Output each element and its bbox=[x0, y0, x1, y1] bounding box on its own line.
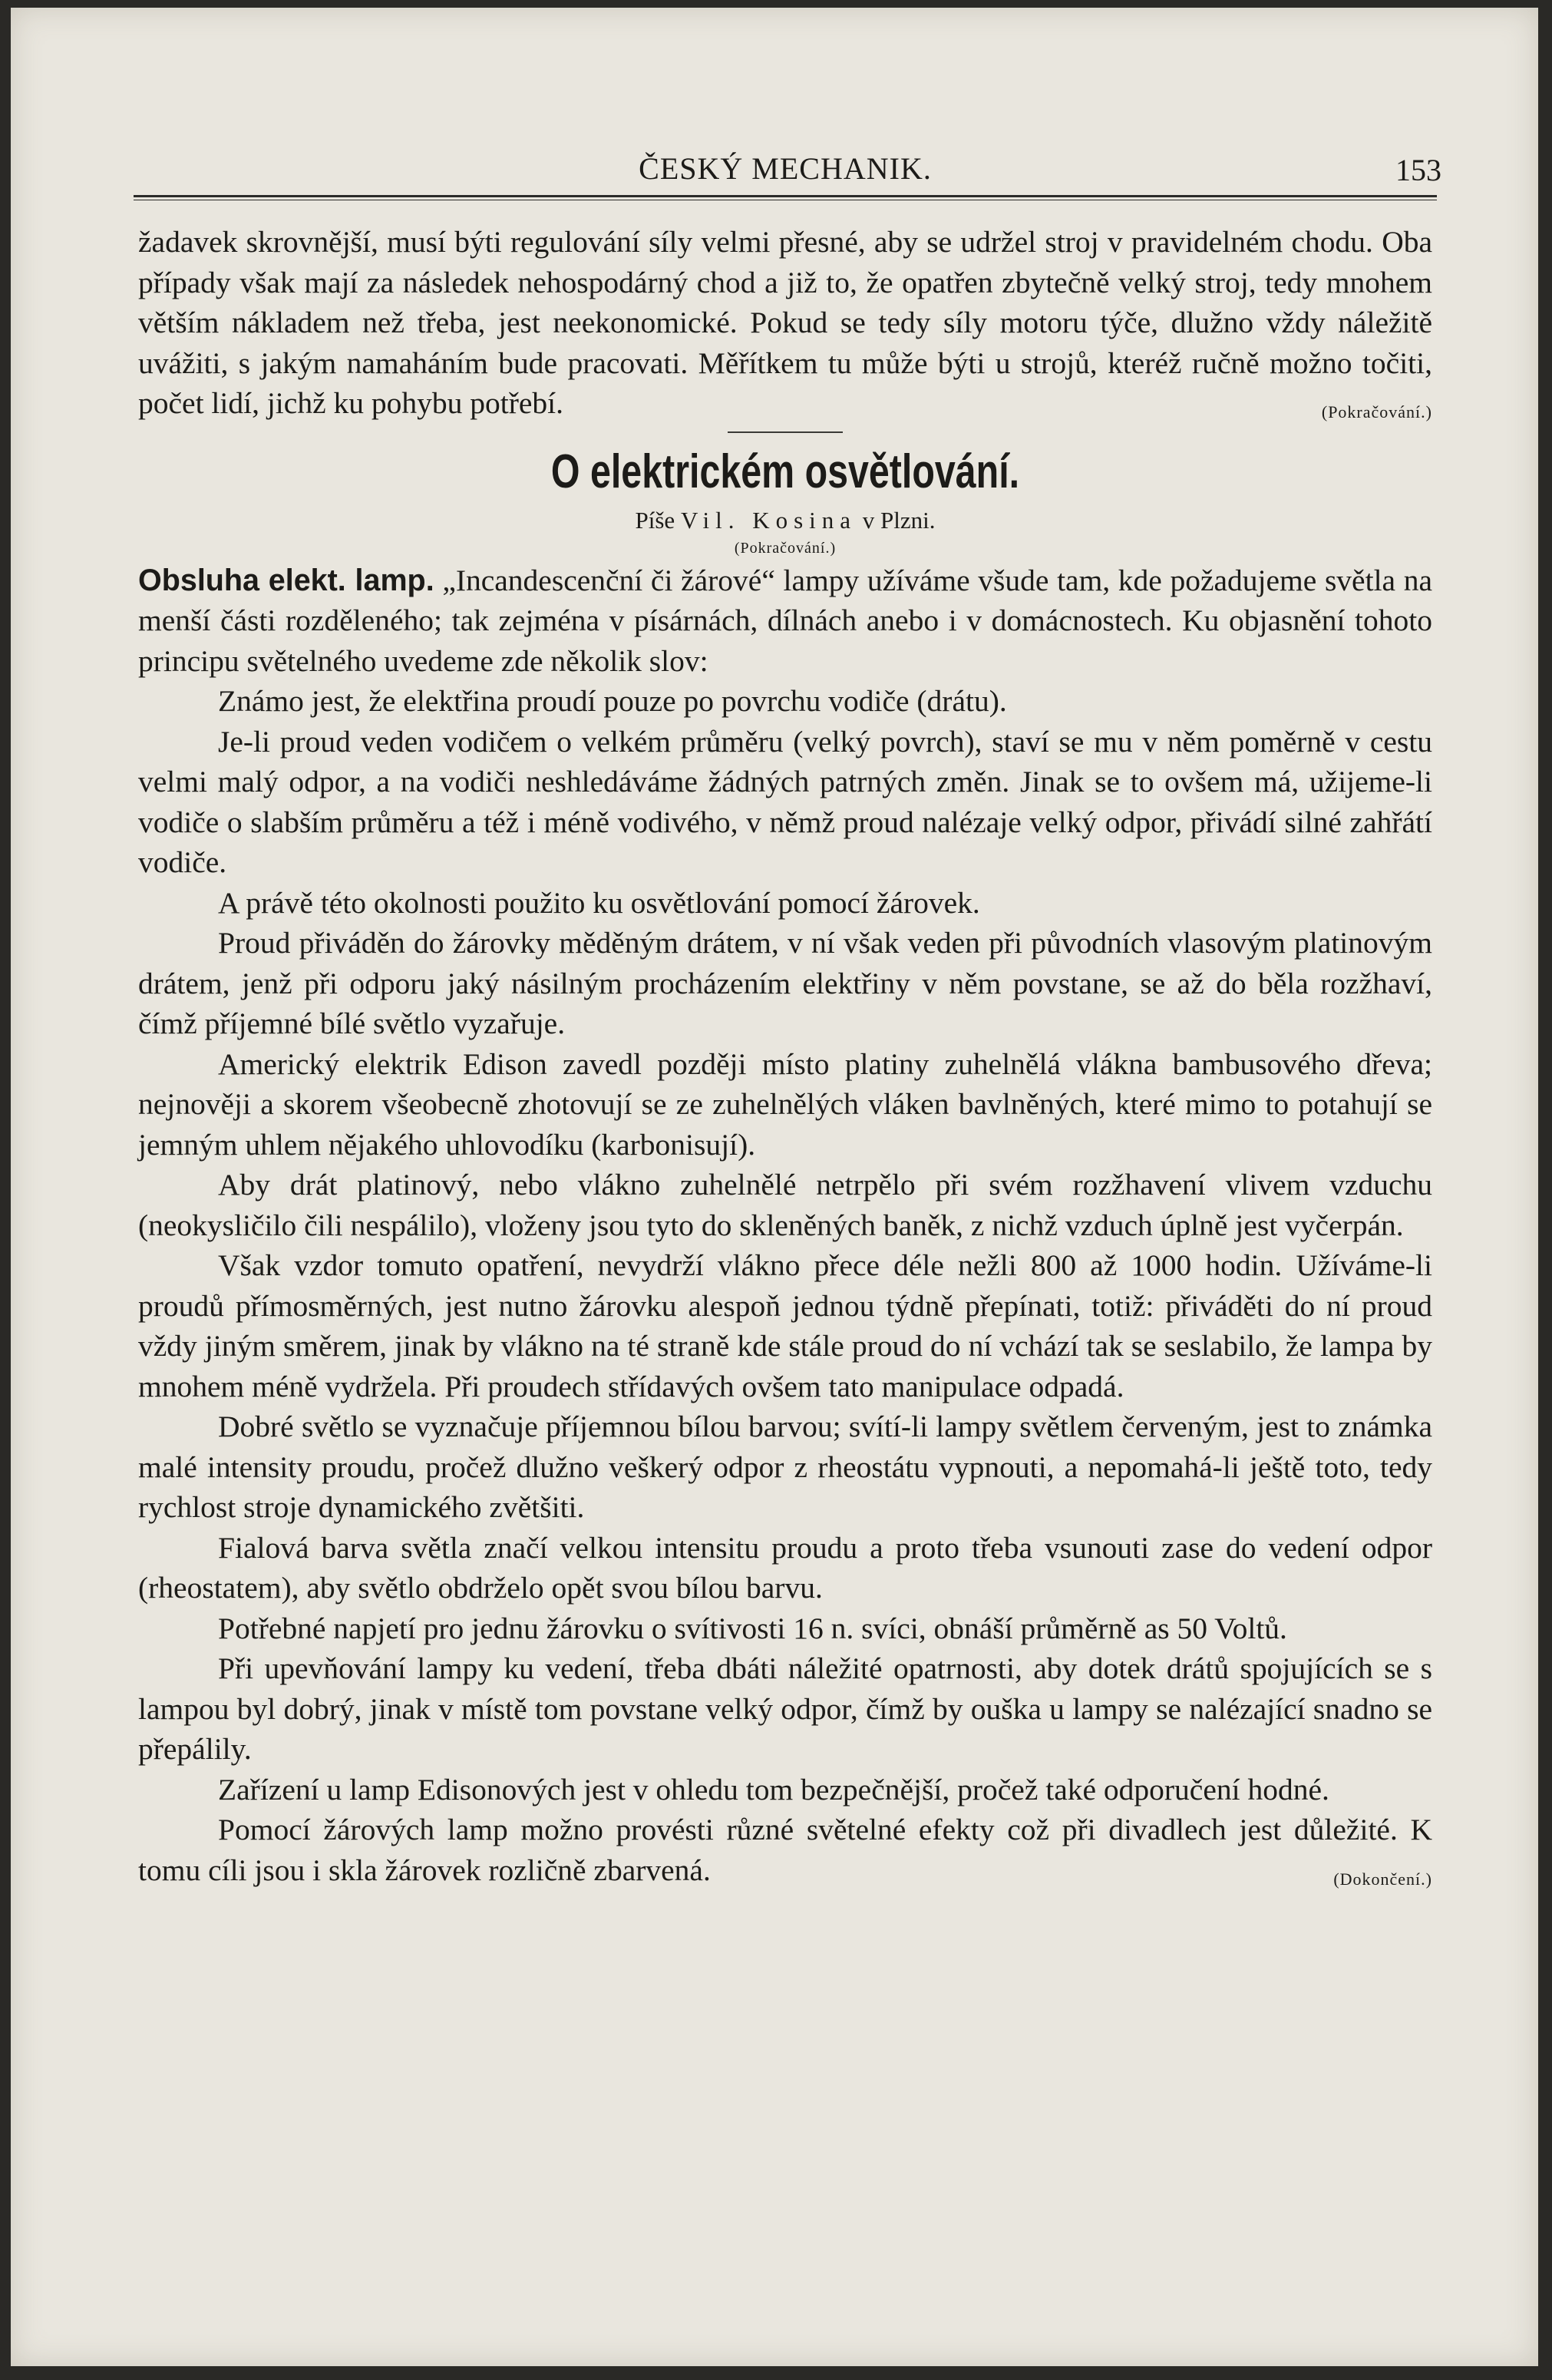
paragraph: Americký elektrik Edison zavedl později místo platiny zuhelnělá vlákna bambusového dřeva; nejnověji a skorem všeobecně zhotovují se ze zuhelnělých vláken bavlněných, které mimo to potahují se jemným uhlem nějakého uhlovodíku (karbonisují). bbox=[138, 1046, 1432, 1162]
end-note: (Dokončení.) bbox=[1333, 1869, 1432, 1889]
paragraph: Však vzdor tomuto opatření, nevydrží vlákno přece déle nežli 800 až 1000 hodin. Užíváme-li proudů přímosměrných, jest nutno žárovku alespoň jednou týdně přepínati, totiž: přiváděti do ní proud vždy jiným směrem, jinak by vlákno na té straně kde stále proud do ní vchází tak se seslabilo, že lampa by mnohem méně vydržela. Při proudech střídavých ovšem tato manipulace odpadá. bbox=[138, 1248, 1432, 1403]
paragraph: Je-li proud veden vodičem o velkém průměru (velký povrch), staví se mu v něm poměrně v cestu velmi malý odpor, a na vodiči neshledáváme žádných patrných změn. Jinak se to ovšem má, užijeme-li vodiče o slabším průměru a též i méně vodivého, v němž proud nalézaje velký odpor, přivádí silné zahřátí vodiče. bbox=[138, 724, 1432, 879]
section-heading: Obsluha elekt. lamp. bbox=[138, 563, 434, 597]
last-paragraph bbox=[138, 1810, 1432, 1890]
header-rule bbox=[134, 195, 1437, 200]
paragraph: A právě této okolnosti použito ku osvětlování pomocí žárovek. bbox=[218, 885, 980, 920]
author-name: Vil. Kosina bbox=[680, 506, 857, 534]
author-prefix: Píše bbox=[635, 506, 675, 534]
page-number: 153 bbox=[1395, 153, 1441, 187]
continued-note: (Pokračování.) bbox=[1321, 402, 1432, 421]
paragraph: Známo jest, že elektřina proudí pouze po povrchu vodiče (drátu). bbox=[218, 684, 1007, 718]
previous-article-text bbox=[138, 222, 1432, 424]
paragraph: Při upevňování lampy ku vedení, třeba dbáti náležité opatrnosti, aby dotek drátů spojujících se s lampou byl dobrý, jinak v místě tom povstane velký odpor, čímž by ouška u lampy se nalézající snadno se přepálily. bbox=[138, 1651, 1432, 1766]
previous-article-body: žadavek skrovnější, musí býti regulování síly velmi přesné, aby se udržel stroj v pravidelném chodu. Oba případy však mají za následek nehospodárný chod a již to, že opatřen zbytečně velký stroj, tedy mnohem větším nákladem než třeba, jest neekonomické. Pokud se tedy síly motoru týče, dlužno vždy náležitě uvážiti, s jakým namaháním bude pracovati. Měřítkem tu může býti u strojů, kteréž ručně možno točiti, počet lidí, jichž ku pohybu potřebí. bbox=[138, 225, 1432, 420]
page-content bbox=[138, 146, 1441, 1899]
article-title: O elektrickém osvětlování. bbox=[550, 445, 1020, 498]
author-line bbox=[138, 505, 1432, 536]
article-continued-note: (Pokračování.) bbox=[734, 539, 837, 557]
running-title: ČESKÝ MECHANIK. bbox=[639, 151, 932, 186]
paragraph: Aby drát platinový, nebo vlákno zuhelnělé netrpělo při svém rozžhavení vlivem vzduchu (neokysličilo čili nespálilo), vloženy jsou tyto do skleněných baněk, z nichž vzduch úplně jest vyčerpán. bbox=[138, 1168, 1432, 1242]
paragraph: Dobré světlo se vyznačuje příjemnou bílou barvou; svítí-li lampy světlem červeným, jest to známka malé intensity proudu, pročež dlužno veškerý odpor z rheostátu vypnouti, a nepomahá-li ještě toto, tedy rychlost stroje dynamického zvětšiti. bbox=[138, 1410, 1432, 1524]
paragraph: Zařízení u lamp Edisonových jest v ohledu tom bezpečnější, pročež také odporučení hodné. bbox=[218, 1772, 1329, 1806]
paragraph: Fialová barva světla značí velkou intensitu proudu a proto třeba vsunouti zase do vedení odpor (rheostatem), aby světlo obdrželo opět svou bílou barvu. bbox=[138, 1530, 1432, 1605]
first-paragraph-text: „Incandescenční či žárové“ lampy užíváme všude tam, kde požadujeme světla na menší části rozděleného; tak zejména v písárnách, dílnách anebo i v domácnostech. Ku objasnění tohoto principu světelného uvedeme zde několik slov: bbox=[138, 563, 1432, 678]
separator-rule bbox=[728, 431, 843, 433]
page-header bbox=[138, 146, 1441, 195]
first-paragraph bbox=[138, 560, 1432, 682]
journal-page bbox=[11, 8, 1538, 2366]
paragraph: Proud přiváděn do žárovky měděným drátem, v ní však veden při původních vlasovým platinovým drátem, jenž při odporu jaký násilným procházením elektřiny v něm povstane, se až do běla rozžhaví, čímž příjemné bílé světlo vyzařuje. bbox=[138, 926, 1432, 1040]
last-paragraph-text: Pomocí žárových lamp možno provésti různé světelné efekty což při divadlech jest důležité. K tomu cíli jsou i skla žárovek rozličně zbarvená. bbox=[138, 1813, 1432, 1887]
paragraph: Potřebné napjetí pro jednu žárovku o svítivosti 16 n. svíci, obnáší průměrně as 50 Voltů. bbox=[218, 1611, 1287, 1645]
author-location: v Plzni. bbox=[862, 506, 936, 534]
